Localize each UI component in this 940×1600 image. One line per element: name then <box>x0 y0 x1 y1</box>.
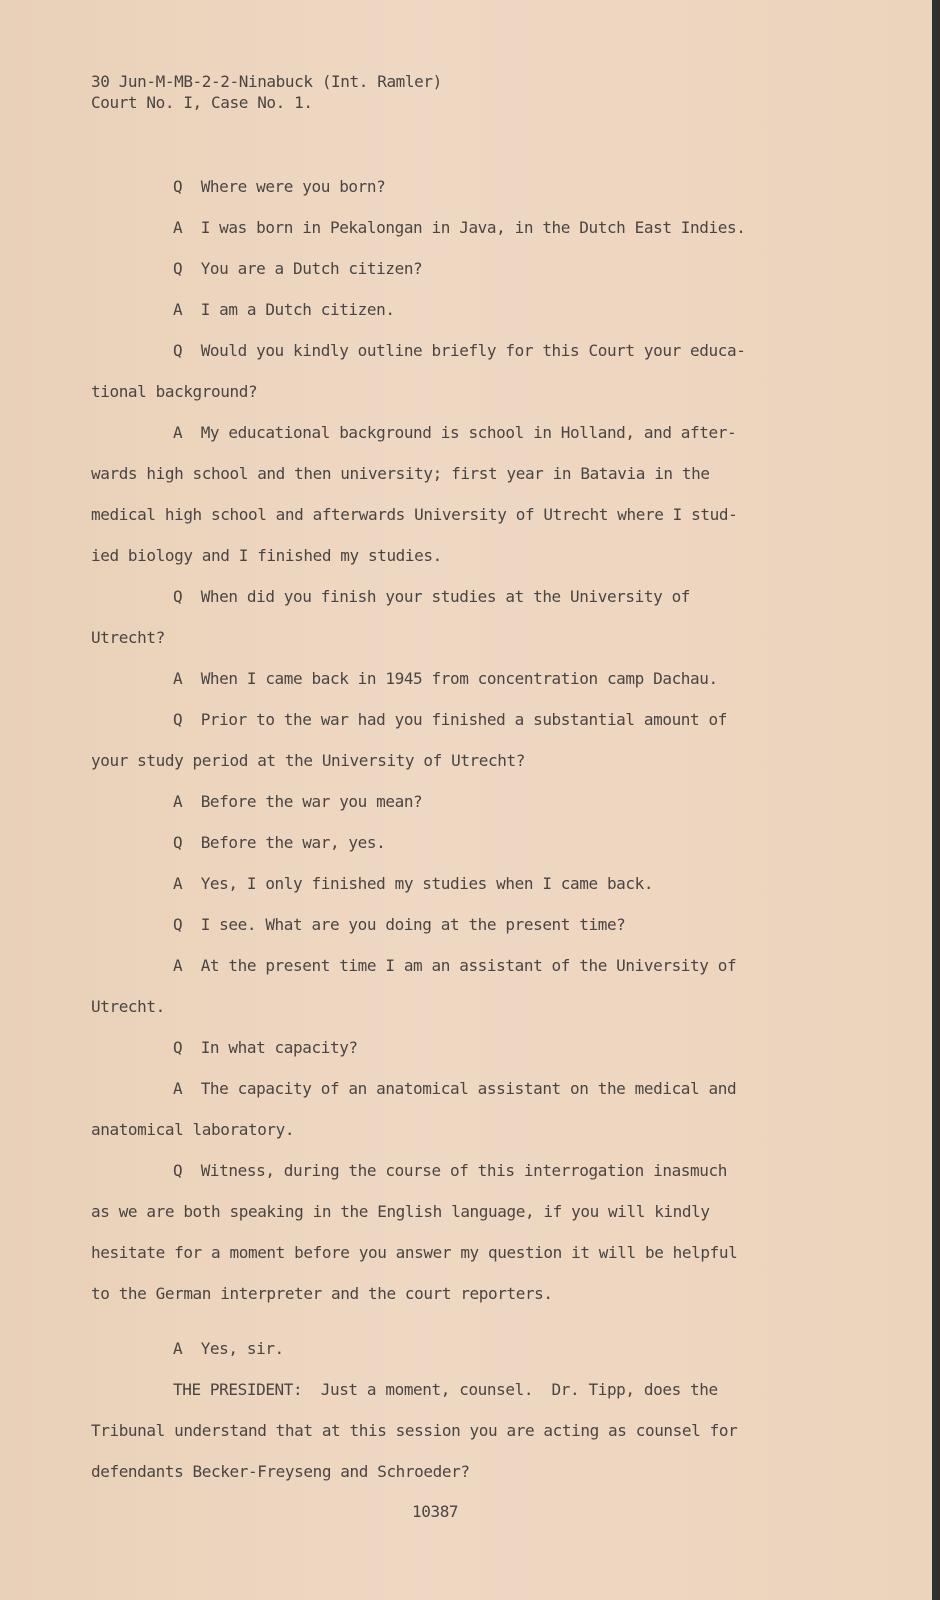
continuation-line: to the German interpreter and the court reporters. <box>91 1284 553 1303</box>
question-line: Q You are a Dutch citizen? <box>173 259 423 278</box>
question-line: Q Prior to the war had you finished a substantial amount of <box>173 710 727 729</box>
question-line: Q Where were you born? <box>173 177 386 196</box>
scan-edge <box>932 0 940 1600</box>
page-number: 10387 <box>412 1502 459 1521</box>
answer-line: A When I came back in 1945 from concentration camp Dachau. <box>173 669 718 688</box>
question-line: Q Would you kindly outline briefly for this Court your educa- <box>173 341 746 360</box>
question-line: Q When did you finish your studies at the University of <box>173 587 691 606</box>
continuation-line: Utrecht. <box>91 997 165 1016</box>
question-line: Q I see. What are you doing at the present time? <box>173 915 626 934</box>
continuation-line: wards high school and then university; first year in Batavia in the <box>91 464 710 483</box>
answer-line: A Yes, sir. <box>173 1339 284 1358</box>
continuation-line: Utrecht? <box>91 628 165 647</box>
continuation-line: defendants Becker-Freyseng and Schroeder? <box>91 1462 470 1481</box>
continuation-line: tional background? <box>91 382 258 401</box>
answer-line: A I am a Dutch citizen. <box>173 300 395 319</box>
continuation-line: ied biology and I finished my studies. <box>91 546 442 565</box>
answer-line: A My educational background is school in Holland, and after- <box>173 423 737 442</box>
header-line-1: 30 Jun-M-MB-2-2-Ninabuck (Int. Ramler) <box>91 72 442 91</box>
continuation-line: hesitate for a moment before you answer my question it will be helpful <box>91 1243 738 1262</box>
question-line: Q Witness, during the course of this interrogation inasmuch <box>173 1161 727 1180</box>
continuation-line: Tribunal understand that at this session you are acting as counsel for <box>91 1421 738 1440</box>
answer-line: A Before the war you mean? <box>173 792 423 811</box>
continuation-line: anatomical laboratory. <box>91 1120 295 1139</box>
answer-line: A At the present time I am an assistant of the University of <box>173 956 737 975</box>
continuation-line: medical high school and afterwards University of Utrecht where I stud- <box>91 505 738 524</box>
continuation-line: your study period at the University of Utrecht? <box>91 751 525 770</box>
speaker-line: THE PRESIDENT: Just a moment, counsel. Dr. Tipp, does the <box>173 1380 718 1399</box>
continuation-line: as we are both speaking in the English language, if you will kindly <box>91 1202 710 1221</box>
answer-line: A I was born in Pekalongan in Java, in the Dutch East Indies. <box>173 218 746 237</box>
header-line-2: Court No. I, Case No. 1. <box>91 93 313 112</box>
answer-line: A The capacity of an anatomical assistant on the medical and <box>173 1079 737 1098</box>
question-line: Q In what capacity? <box>173 1038 358 1057</box>
question-line: Q Before the war, yes. <box>173 833 386 852</box>
answer-line: A Yes, I only finished my studies when I came back. <box>173 874 654 893</box>
